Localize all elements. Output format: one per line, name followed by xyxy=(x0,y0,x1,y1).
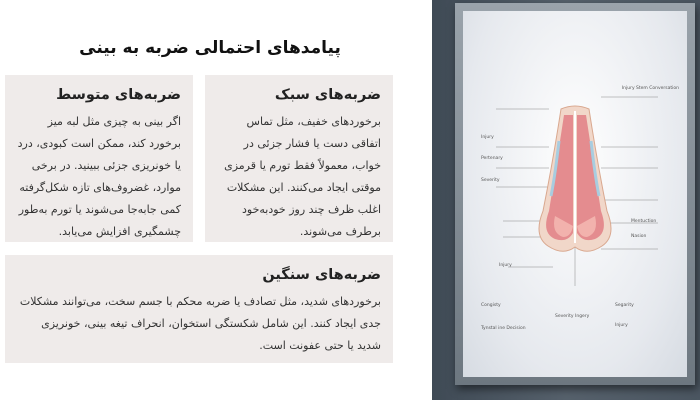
poster-label: Congisty xyxy=(481,303,501,308)
poster-label: Injury Stem Conversation xyxy=(621,86,679,91)
card-body: برخوردهای شدید، مثل تصادف یا ضربه محکم با جسم سخت، می‌توانند مشکلات جدی ایجاد کنند. این شامل شکستگی استخوان، انحراف تیغه بینی، خونریزی شدید یا حتی عفونت است. xyxy=(19,295,381,352)
page-title: پیامدهای احتمالی ضربه به بینی xyxy=(79,38,341,58)
poster-label: Mentuction xyxy=(631,219,657,224)
poster-frame xyxy=(455,3,695,385)
poster-label: Nasion xyxy=(631,234,647,239)
nose-anatomy-poster-image xyxy=(432,0,700,400)
poster-label: Severity xyxy=(481,178,500,183)
card-moderate-impact xyxy=(5,75,193,242)
card-heading: ضربه‌های سبک xyxy=(274,87,381,103)
poster xyxy=(463,11,687,377)
card-body: اگر بینی به چیزی مثل لبه میز برخورد کند، ممکن است کبودی، درد یا خونریزی جزئی ببینید. در برخی موارد، غضروف‌های تازه شکل‌گرفته کمی جابه‌جا می‌شوند یا تورم به‌طور چشمگیری افزایش می‌یابد. xyxy=(17,115,181,238)
poster-label: Injury xyxy=(499,263,512,268)
poster-label: Pertenary xyxy=(481,156,503,161)
card-mild-impact xyxy=(205,75,393,242)
card-body: برخوردهای خفیف، مثل تماس اتفاقی دست یا فشار جزئی در خواب، معمولاً فقط تورم یا قرمزی موقتی ایجاد می‌کنند. این مشکلات اغلب ظرف چند روز خودبه‌خود برطرف می‌شوند. xyxy=(224,115,381,238)
poster-label: Injury xyxy=(481,135,494,140)
card-severe-impact xyxy=(5,255,393,363)
poster-label: Segarity xyxy=(615,303,634,308)
card-heading: ضربه‌های سنگین xyxy=(262,267,381,283)
poster-label: Severity Ingery xyxy=(555,314,590,319)
poster-label: Tynstal ine Decision xyxy=(481,326,526,331)
card-heading: ضربه‌های متوسط xyxy=(56,87,181,103)
poster-label: Injury xyxy=(615,323,628,328)
nose-illustration xyxy=(463,11,687,377)
